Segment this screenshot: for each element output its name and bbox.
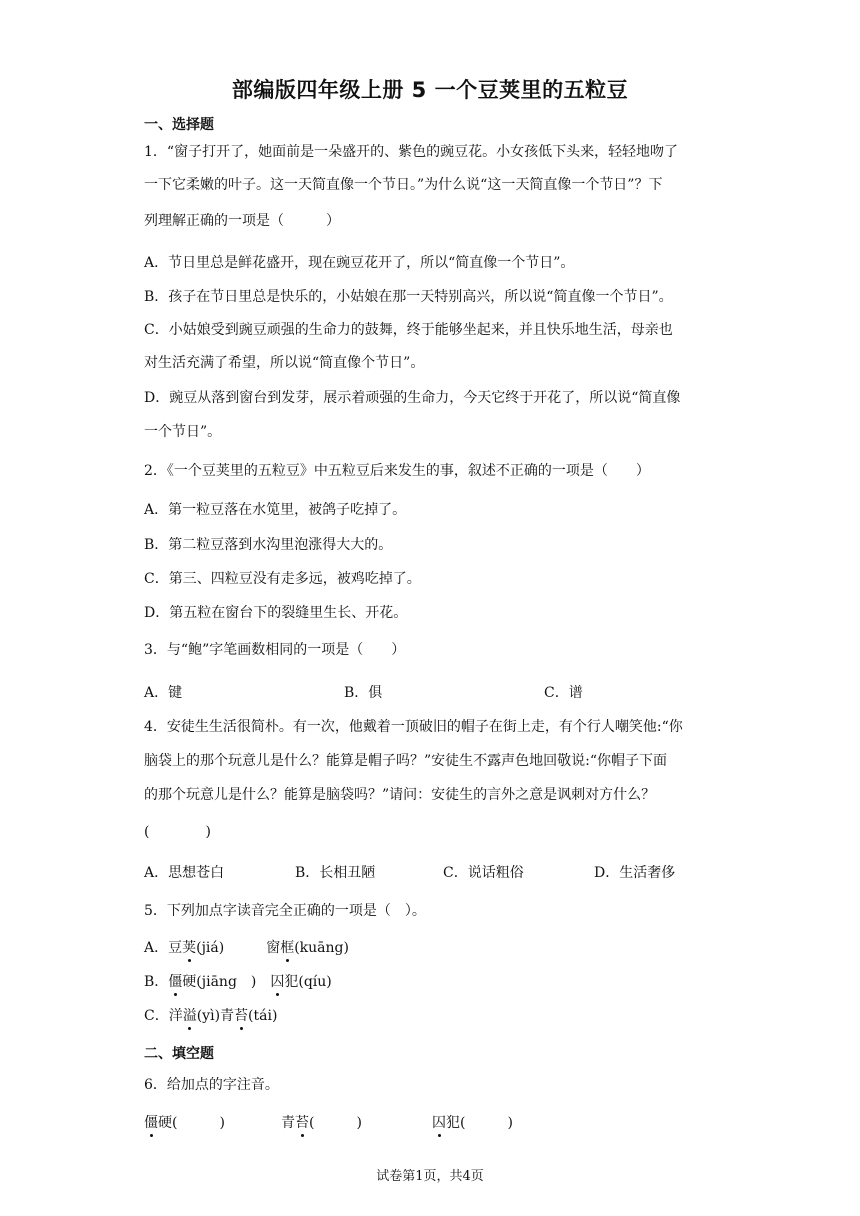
q6-i2-prefix: 青 xyxy=(281,1115,295,1131)
q5-c-middle: (yì)青 xyxy=(196,1008,235,1024)
q3-option-b: B．俱 xyxy=(344,685,383,701)
q4-option-b: B．长相丑陋 xyxy=(295,865,376,881)
q1-option-b: B．孩子在节日里总是快乐的，小姑娘在那一天特别高兴，所以说“简直像一个节日”。 xyxy=(144,289,673,305)
page-title: 部编版四年级上册 5 一个豆荚里的五粒豆 xyxy=(231,78,629,102)
q5-option-c xyxy=(144,1007,277,1025)
q5-c-prefix: C．洋 xyxy=(144,1008,183,1024)
q6-i2-dotted-char: 苔 xyxy=(295,1112,309,1132)
q3-option-a: A．键 xyxy=(144,685,183,701)
q6-item-2 xyxy=(281,1112,362,1132)
q1-stem-line-2: 一下它柔嫩的叶子。这一天简直像一个节日。”为什么说“这一天简直像一个节日”？下 xyxy=(144,177,663,193)
q6-i1-dotted-char: 僵 xyxy=(144,1112,158,1132)
q1-option-d-line-2: 一个节日”。 xyxy=(144,424,222,440)
q1-option-d-line-1: D．豌豆从落到窗台到发芽，展示着顽强的生命力，今天它终于开花了，所以说“简直像 xyxy=(144,390,681,406)
q1-option-c-line-1: C．小姑娘受到豌豆顽强的生命力的鼓舞，终于能够坐起来，并且快乐地生活，母亲也 xyxy=(144,322,673,338)
q6-item-1 xyxy=(144,1112,225,1132)
q4-stem-line-3: 的那个玩意儿是什么？能算是脑袋吗？”请问：安徒生的言外之意是讽刺对方什么？ xyxy=(144,787,656,803)
section-heading-fill: 二、填空题 xyxy=(144,1046,214,1062)
q5-b-suffix: 犯(qíu) xyxy=(284,974,332,990)
q5-b-middle: 硬(jiāng ) xyxy=(182,974,271,990)
q3-stem: 3．与“鲍”字笔画数相同的一项是（ ） xyxy=(144,642,406,658)
q6-item-3 xyxy=(432,1112,513,1132)
q4-stem-line-1: 4．安徒生生活很简朴。有一次，他戴着一顶破旧的帽子在街上走，有个行人嘲笑他:“你 xyxy=(144,719,683,735)
q6-i3-dotted-char: 囚 xyxy=(432,1112,446,1132)
q4-option-d: D．生活奢侈 xyxy=(594,865,676,881)
q2-option-a: A．第一粒豆落在水笕里，被鸽子吃掉了。 xyxy=(144,502,407,518)
q5-b-dotted-char-2: 囚 xyxy=(270,974,285,990)
q1-stem-line-1: 1．“窗子打开了，她面前是一朵盛开的、紫色的豌豆花。小女孩低下头来，轻轻地吻了 xyxy=(144,144,679,160)
q6-stem: 6．给加点的字注音。 xyxy=(144,1077,279,1093)
q5-a-suffix: (kuāng) xyxy=(294,940,349,956)
q6-i3-rest: 犯( ) xyxy=(446,1115,513,1131)
q5-c-suffix: (tái) xyxy=(248,1008,278,1024)
q5-a-dotted-char-2: 框 xyxy=(280,940,295,956)
q6-i2-rest: ( ) xyxy=(309,1115,362,1131)
q4-stem-line-2: 脑袋上的那个玩意儿是什么？能算是帽子吗？”安徒生不露声色地回敬说:“你帽子下面 xyxy=(144,753,668,769)
q5-b-dotted-char-1: 僵 xyxy=(168,974,183,990)
q5-a-prefix: A．豆 xyxy=(144,940,183,956)
page-footer: 试卷第1页，共4页 xyxy=(376,1169,484,1184)
q4-option-c: C．说话粗俗 xyxy=(443,865,524,881)
q5-c-dotted-char-2: 苔 xyxy=(234,1008,249,1024)
q2-option-d: D．第五粒在窗台下的裂缝里生长、开花。 xyxy=(144,605,408,621)
q4-stem-line-4: ( ) xyxy=(144,824,211,840)
q5-a-dotted-char-1: 荚 xyxy=(182,940,197,956)
section-heading-choice: 一、选择题 xyxy=(144,117,214,133)
q6-i1-rest: 硬( ) xyxy=(158,1115,225,1131)
q5-option-a xyxy=(144,939,349,957)
q5-c-dotted-char-1: 溢 xyxy=(182,1008,197,1024)
q2-option-c: C．第三、四粒豆没有走多远，被鸡吃掉了。 xyxy=(144,571,421,587)
q1-option-c-line-2: 对生活充满了希望，所以说“简直像个节日”。 xyxy=(144,355,425,371)
q1-stem-line-3: 列理解正确的一项是（ ） xyxy=(144,213,340,229)
q5-stem: 5．下列加点字读音完全正确的一项是（ ）。 xyxy=(144,903,426,919)
q2-stem: 2．《一个豆荚里的五粒豆》中五粒豆后来发生的事，叙述不正确的一项是（ ） xyxy=(144,463,650,479)
q4-option-a: A．思想苍白 xyxy=(144,865,225,881)
q5-b-prefix: B． xyxy=(144,974,169,990)
q5-option-b xyxy=(144,973,332,991)
q2-option-b: B．第二粒豆落到水沟里泡涨得大大的。 xyxy=(144,537,393,553)
q1-option-a: A．节日里总是鲜花盛开，现在豌豆花开了，所以“简直像一个节日”。 xyxy=(144,255,575,271)
q5-a-middle: (jiá) 窗 xyxy=(196,940,281,956)
q3-option-c: C．谱 xyxy=(544,685,583,701)
